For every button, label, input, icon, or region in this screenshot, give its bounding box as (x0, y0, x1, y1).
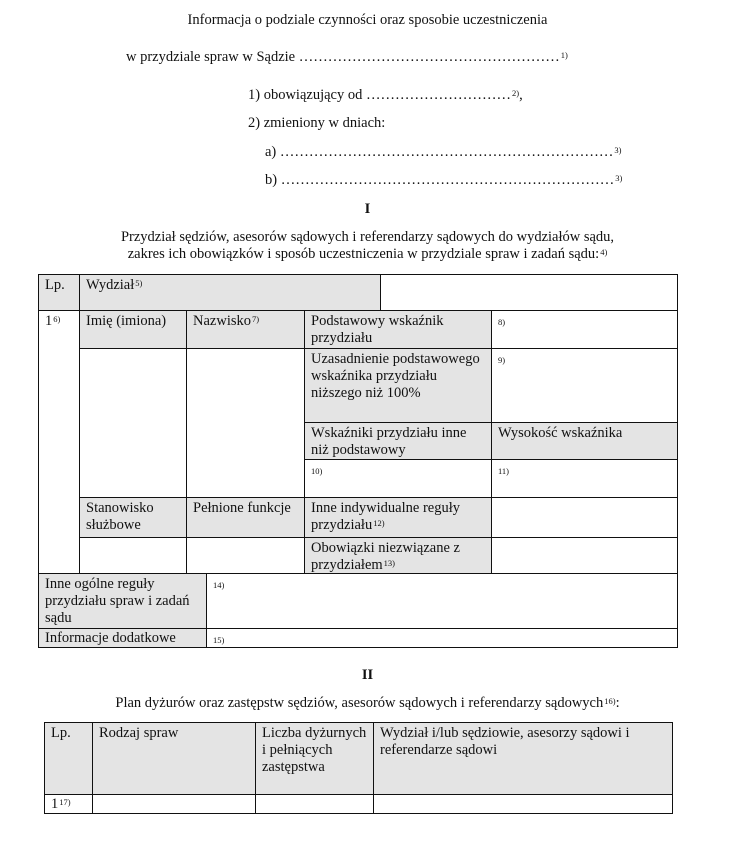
duty-row-number: 1$^{17)}$ (44, 794, 93, 814)
section-2-intro: Plan dyżurów oraz zastępstw sędziów, asesorów sądowych i referendarzy sądowych$^{16)}$: (115, 695, 620, 711)
department-value (380, 274, 678, 311)
surname-header: Nazwisko$^{7)}$ (186, 310, 305, 349)
change-item-a: a) ……………………………………………………………$^{3)}$ (265, 144, 622, 160)
base-ratio-value: 8) (491, 310, 678, 349)
department-header: Wydział$^{5)}$ (79, 274, 381, 311)
position-header: Stanowisko służbowe (79, 497, 187, 538)
additional-info-value: 15) (206, 628, 678, 648)
duty-count-header: Liczba dyżurnych i pełniących zastępstwa (255, 722, 374, 795)
case-type-header: Rodzaj spraw (92, 722, 256, 795)
individual-rules-header: Inne indywidualne reguły przydziału$^{12)}$ (304, 497, 492, 538)
justification-header: Uzasadnienie podstawowego wskaźnika przydziału niższego niż 100% (304, 348, 492, 423)
changed-on-line: 2) zmieniony w dniach: (248, 115, 386, 131)
section-1-numeral: I (364, 201, 371, 217)
first-name-header: Imię (imiona) (79, 310, 187, 349)
assigned-header: Wydział i/lub sędziowie, asesorzy sądowi i referendarze sądowi (373, 722, 673, 795)
valid-from-line: 1) obowiązujący od …………………………$^{2)}$, (248, 87, 523, 103)
individual-rules-value (491, 497, 678, 538)
duty-count-value (255, 794, 374, 814)
change-item-b: b) ……………………………………………………………$^{3)}$ (265, 172, 623, 188)
case-type-value (92, 794, 256, 814)
first-name-value (79, 348, 187, 498)
base-ratio-header: Podstawowy wskaźnik przydziału (304, 310, 492, 349)
surname-value (186, 348, 305, 498)
functions-value (186, 537, 305, 574)
lp-header: Lp. (38, 274, 80, 311)
duties-value (491, 537, 678, 574)
section-1-intro-line2: zakres ich obowiązków i sposób uczestniczenia w przydziale spraw i zadań sądu:$^{4)}$ (127, 246, 608, 262)
general-rules-header: Inne ogólne reguły przydziału spraw i zadań sądu (38, 573, 207, 629)
other-ratios-value: 10) (304, 459, 492, 498)
assigned-value (373, 794, 673, 814)
section-1-intro-line1: Przydział sędziów, asesorów sądowych i referendarzy sądowych do wydziałów sądu, (120, 229, 615, 245)
duties-header: Obowiązki niezwiązane z przydziałem$^{13)}$ (304, 537, 492, 574)
row-number: 1$^{6)}$ (38, 310, 80, 574)
additional-info-header: Informacje dodatkowe (38, 628, 207, 648)
justification-value: 9) (491, 348, 678, 423)
other-ratios-header: Wskaźniki przydziału inne niż podstawowy (304, 422, 492, 460)
section-2-numeral: II (361, 667, 374, 683)
duty-lp-header: Lp. (44, 722, 93, 795)
general-rules-value: 14) (206, 573, 678, 629)
functions-header: Pełnione funkcje (186, 497, 305, 538)
document-title: Informacja o podziale czynności oraz sposobie uczestniczenia (187, 12, 548, 28)
court-line: w przydziale spraw w Sądzie ………………………………………………$^{1)}$ (126, 49, 568, 65)
ratio-level-value: 11) (491, 459, 678, 498)
ratio-level-header: Wysokość wskaźnika (491, 422, 678, 460)
position-value (79, 537, 187, 574)
